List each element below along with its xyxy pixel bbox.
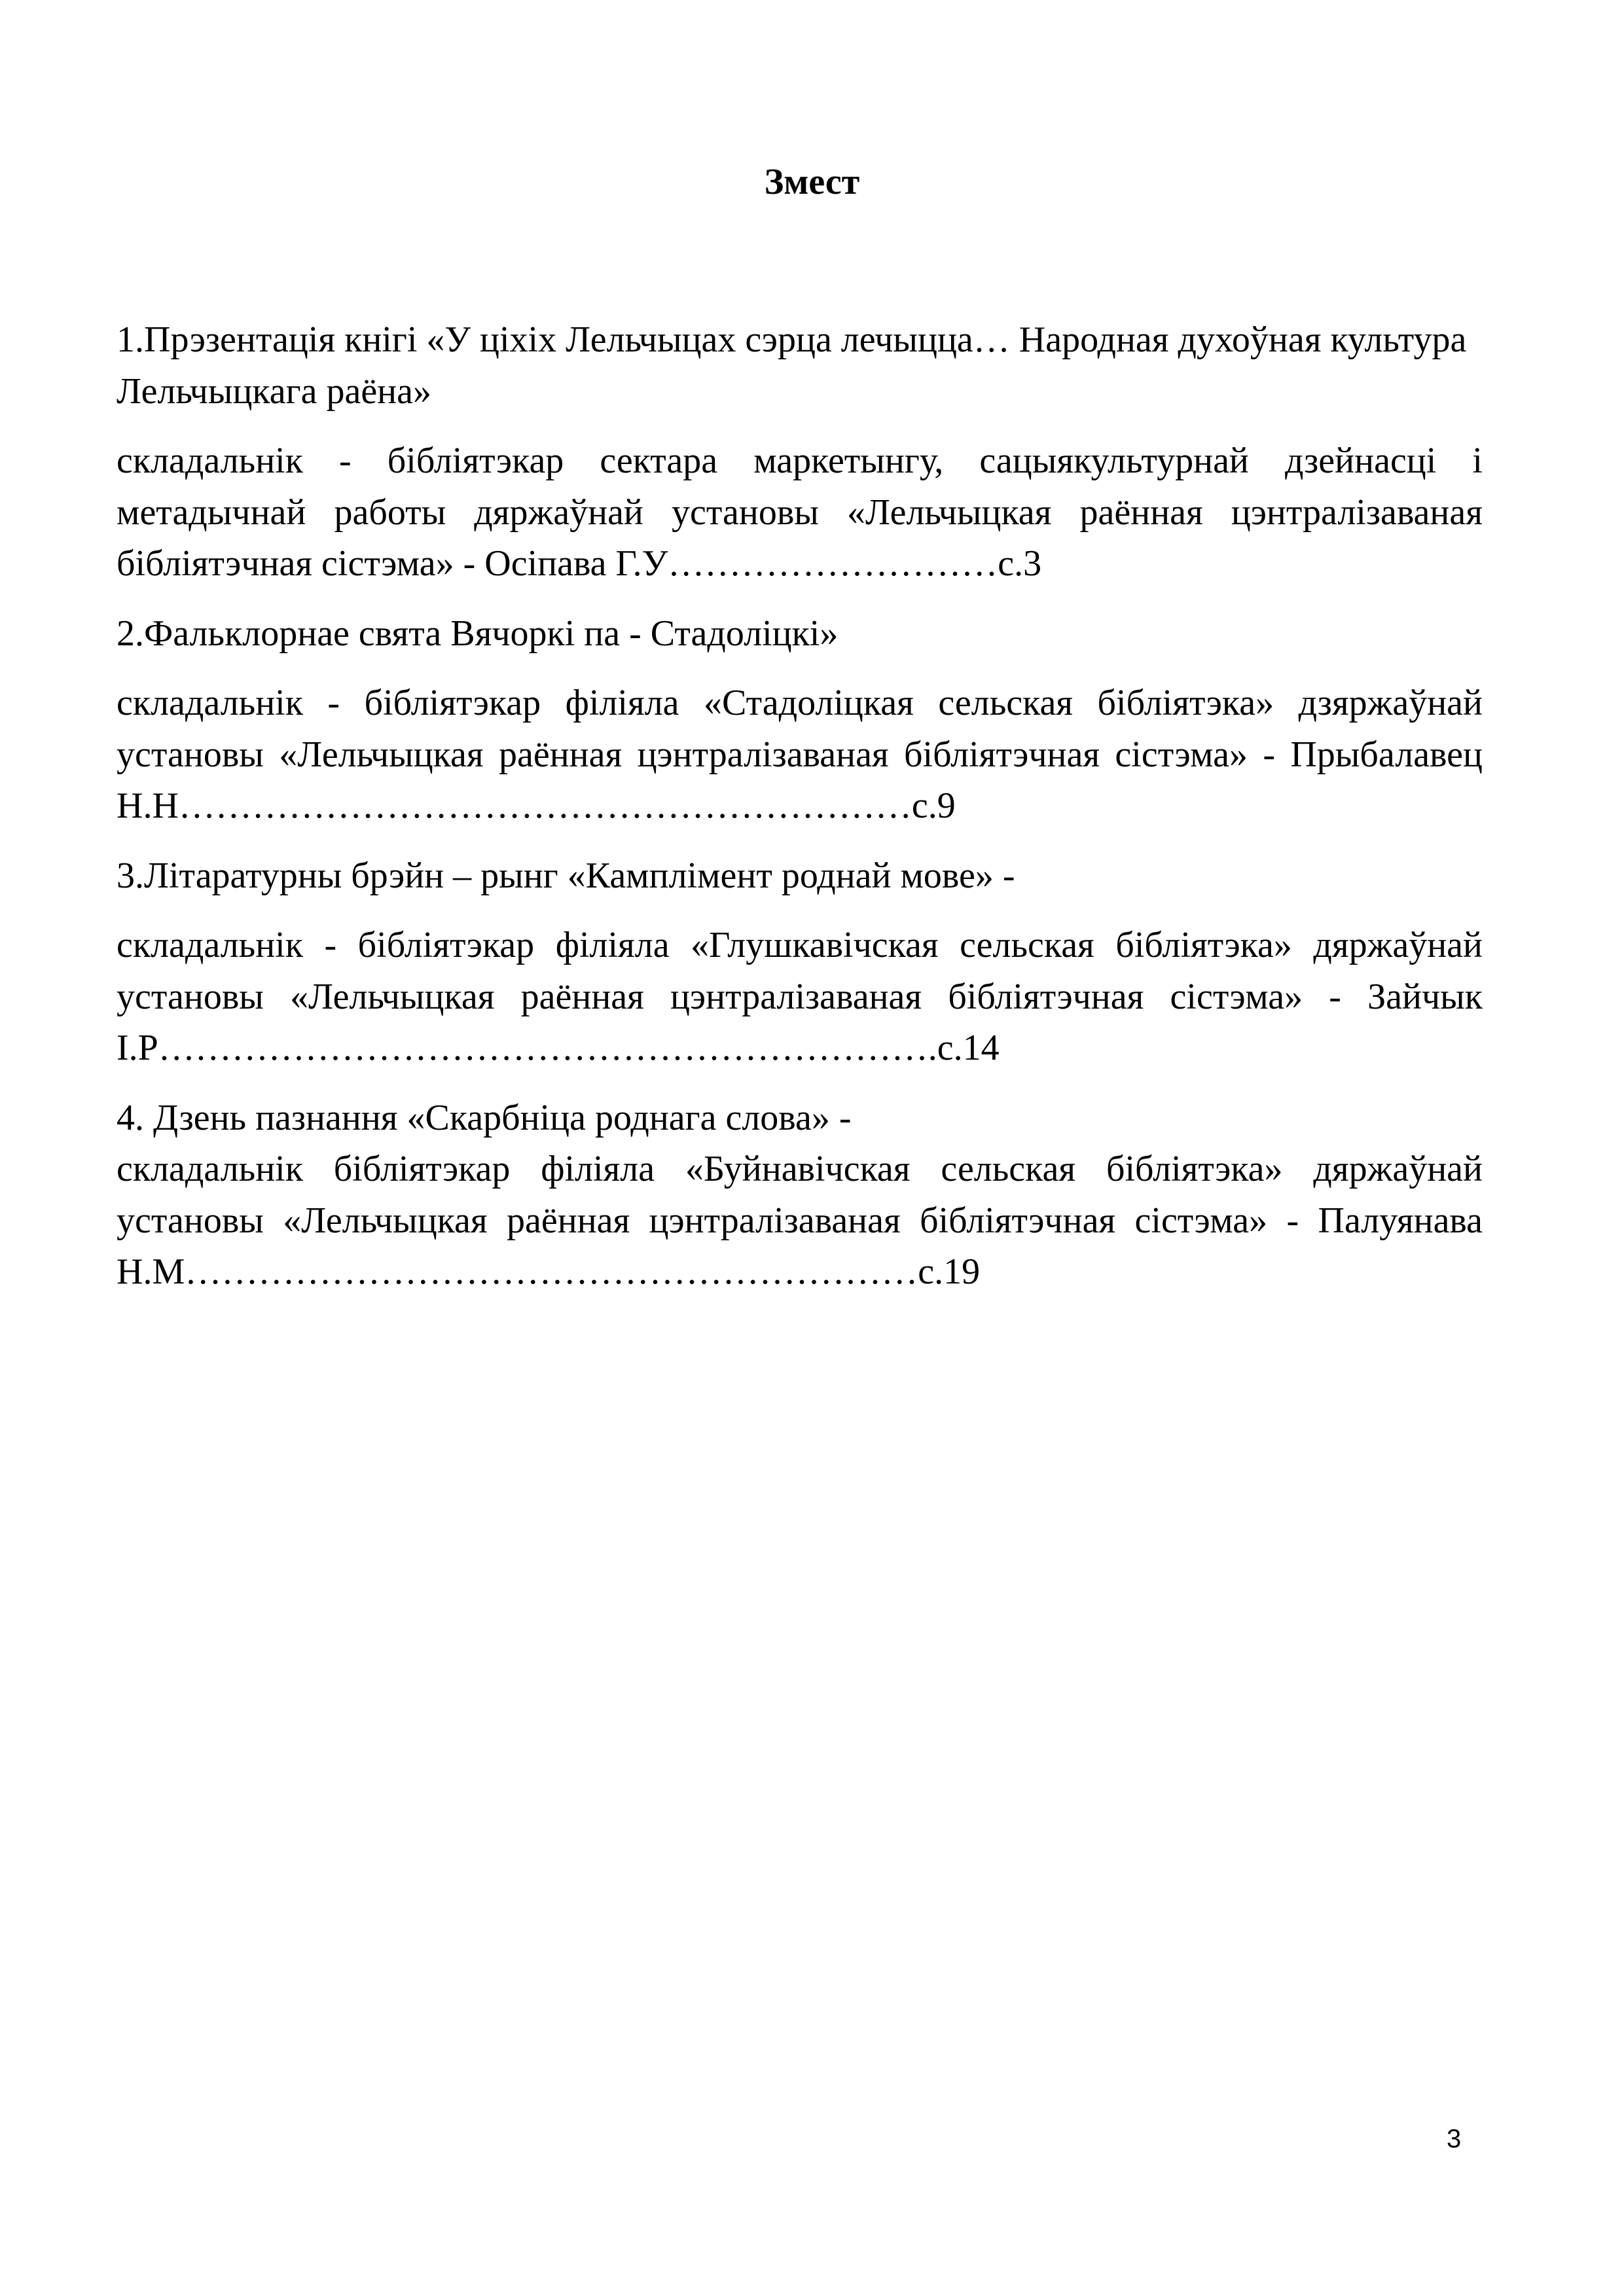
page-number: 3 <box>1447 2125 1462 2153</box>
toc-entry-compiler: складальнiк - бiблiятэкар фiлiяла «Глушкавiчская сельская бiблiятэка» дяржаўнай установы «Лельчыцкая раённая цэнтралiзаваная бiблiятэчная сiстэма» - Зайчык I.Р……………………………………………………….с.14 <box>117 925 1483 1068</box>
page-title: Змест <box>764 162 860 202</box>
toc-entry-heading: 3.Лiтаратурны брэйн – рынг «Камплiмент роднай мове» - <box>117 855 1015 896</box>
toc-entry-heading: 1.Прэзентацiя кнiгi «У цiхiх Лельчыцах сэрца лечыцца… Народная духоўная культура Лельчыцкага раёна» <box>117 319 1467 412</box>
table-of-contents <box>117 314 1483 1316</box>
toc-entry-compiler: складальнiк - бiблiятэкар сектара маркетынгу, сацыякультурнай дзейнасцi i метадычнай работы дяржаўнай установы «Лельчыцкая раённая цэнтралiзаваная бiблiятэчная сiстэма» - Осiпава Г.У………………………с.3 <box>117 440 1483 584</box>
toc-entry-heading: 4. Дзень пазнання «Скарбнiца роднага слова» - <box>117 1097 852 1138</box>
toc-entry-3 <box>117 850 1483 1074</box>
toc-entry-2 <box>117 608 1483 832</box>
toc-entry-compiler: складальнiк бiблiятэкар фiлiяла «Буйнавiчская сельская бiблiятэка» дяржаўнай установы «Лельчыцкая раённая цэнтралiзаваная бiблiятэчная сiстэма» - Палуянава Н.М……………………………………………………с.19 <box>117 1149 1483 1292</box>
toc-entry-1 <box>117 314 1483 590</box>
toc-entry-4 <box>117 1092 1483 1298</box>
toc-entry-heading: 2.Фальклорнае свята Вячоркi па - Стадолiцкi» <box>117 613 839 654</box>
toc-entry-compiler: складальнiк - бiблiятэкар фiлiяла «Стадолiцкая сельская бiблiятэка» дзяржаўнай установы «Лельчыцкая раённая цэнтралiзаваная бiблiятэчная сiстэма» - Прыбалавец Н.Н……………………………………………………с.9 <box>117 683 1483 826</box>
